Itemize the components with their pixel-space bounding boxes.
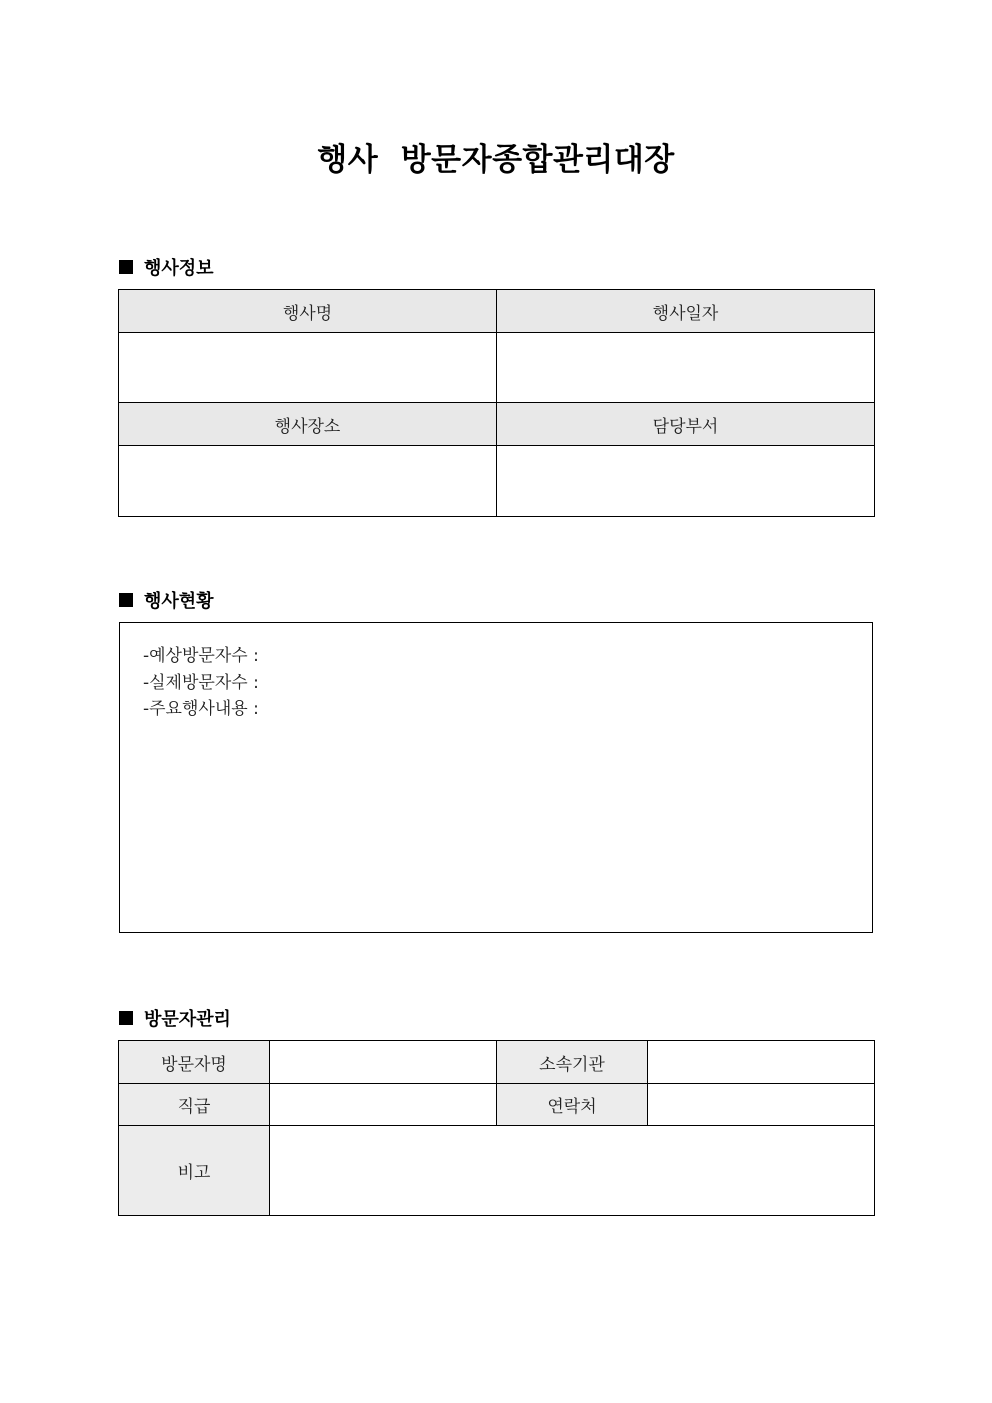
main-content-line: -주요행사내용 : [143,699,259,719]
expected-visitors-line: -예상방문자수 : [143,646,259,666]
remarks-label: 비고 [119,1126,270,1216]
section-heading-event-info [119,254,214,280]
affiliation-field[interactable] [648,1041,875,1084]
affiliation-label: 소속기관 [497,1041,648,1084]
visitor-management-table [118,1040,875,1216]
event-venue-field[interactable] [119,446,497,517]
department-label: 담당부서 [497,403,875,446]
position-field[interactable] [270,1084,497,1126]
event-status-lines [143,643,259,723]
section-heading-label: 행사현황 [144,591,214,612]
event-name-label: 행사명 [119,290,497,333]
square-bullet-icon [119,1011,133,1025]
event-status-box[interactable] [119,622,873,933]
position-label: 직급 [119,1084,270,1126]
section-heading-visitor-management [119,1005,231,1031]
event-date-field[interactable] [497,333,875,403]
event-venue-label: 행사장소 [119,403,497,446]
page-title: 행사 방문자종합관리대장 [317,142,675,178]
contact-field[interactable] [648,1084,875,1126]
section-heading-label: 방문자관리 [144,1009,231,1030]
remarks-field[interactable] [270,1126,875,1216]
event-info-table [118,289,875,517]
section-heading-label: 행사정보 [144,258,214,279]
square-bullet-icon [119,593,133,607]
actual-visitors-line: -실제방문자수 : [143,672,259,693]
section-heading-event-status [119,587,214,613]
visitor-name-label: 방문자명 [119,1041,270,1084]
event-date-label: 행사일자 [497,290,875,333]
department-field[interactable] [497,446,875,517]
event-name-field[interactable] [119,333,497,403]
visitor-name-field[interactable] [270,1041,497,1084]
square-bullet-icon [119,260,133,274]
contact-label: 연락처 [497,1084,648,1126]
